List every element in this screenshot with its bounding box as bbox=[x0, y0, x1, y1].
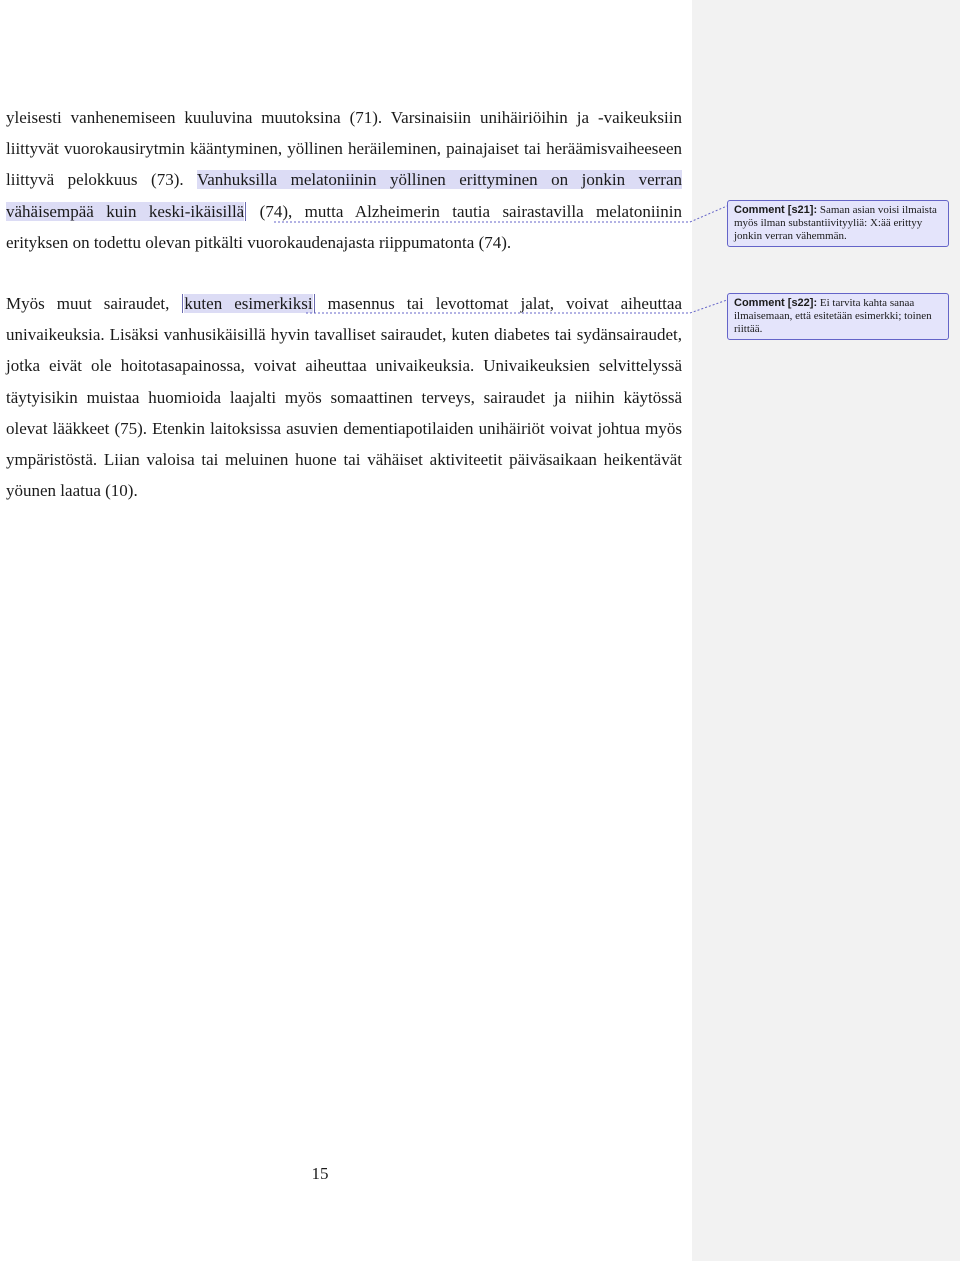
paragraph1-text-after: (74), mutta Alzheimerin tautia sairastavilla melatoniinin erityksen on todettu olevan pitkälti vuorokaudenajasta riippumatonta (74). bbox=[6, 201, 682, 252]
paragraph2-text-before: Myös muut sairaudet, bbox=[6, 294, 182, 313]
comment-text: Saman asian voisi ilmaista myös ilman substantiivityyliä: X:ää erittyy jonkin verran vähemmän. bbox=[734, 204, 937, 242]
comment-balloon-s21[interactable] bbox=[727, 200, 949, 247]
comment-tag: Comment [s21]: bbox=[734, 204, 818, 216]
comment-anchor-marker bbox=[314, 294, 315, 313]
comment-margin-pane bbox=[692, 0, 960, 1261]
page-number: 15 bbox=[311, 1164, 329, 1183]
paragraph2-text-after: masennus tai levottomat jalat, voivat aiheuttaa univaikeuksia. Lisäksi vanhusikäisillä hyvin tavalliset sairaudet, kuten diabetes tai sydänsairaudet, jotka eivät ole hoitotasapainossa, voivat aiheuttaa univaikeuksia. Univaikeuksien selvittelyssä täytyisikin muistaa huomioida laajalti myös somaattinen terveys, sairaudet ja niihin käytössä olevat lääkkeet (75). Etenkin laitoksissa asuvien dementiapotilaiden unihäiriöt voivat johtua myös ympäristöstä. Liian valoisa tai meluinen huone tai vähäiset aktiviteetit päiväsaikaan heikentävät yöunen laatua (10). bbox=[6, 294, 682, 501]
comment-anchor-s22[interactable]: kuten esimerkiksi bbox=[184, 294, 313, 313]
paragraph1-text-before: yleisesti vanhenemiseen kuuluvina muutoksina (71). Varsinaisiin unihäiriöihin ja -vaikeuksiin liittyvät vuorokausirytmin kääntyminen, yöllinen heräileminen, painajaiset tai heräämisvaiheeseen liittyvä pelokkuus (73). bbox=[6, 108, 682, 190]
comment-balloon-s22[interactable] bbox=[727, 293, 949, 340]
paragraph-other-diseases bbox=[6, 288, 682, 506]
comment-text: Ei tarvita kahta sanaa ilmaisemaan, että esitetään esimerkki; toinen riittää. bbox=[734, 297, 932, 335]
paragraph-melatonin bbox=[6, 102, 682, 258]
comment-anchor-s21[interactable]: Vanhuksilla melatoniinin yöllinen erittyminen on jonkin verran vähäisempää kuin keski-ikäisillä bbox=[6, 170, 682, 221]
comment-tag: Comment [s22]: bbox=[734, 297, 818, 309]
